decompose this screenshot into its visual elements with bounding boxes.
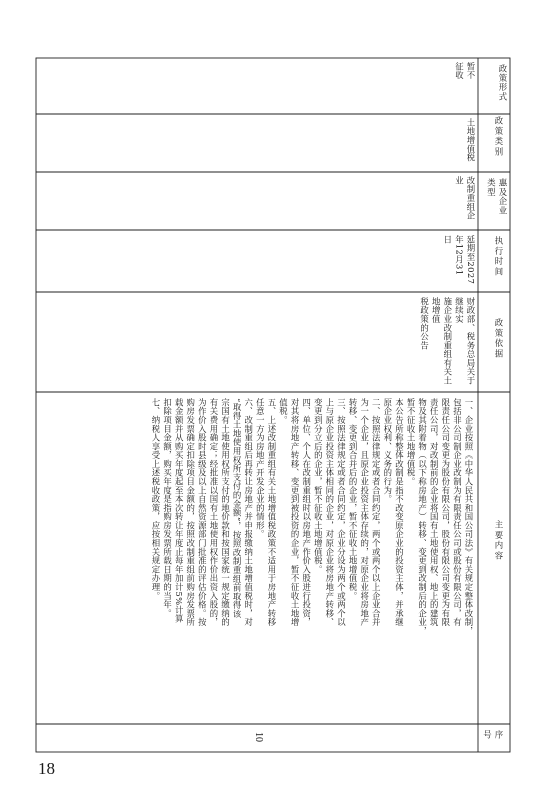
header-period: 执行时间 bbox=[494, 236, 504, 278]
content-line: 上与原企业投资主体相同的企业，对原企业将房地产转移、 bbox=[324, 398, 335, 627]
form-line: 征收 bbox=[454, 62, 465, 80]
content-line: 为一个企业，且原企业投资主体存续的，对原企业将房地产 bbox=[359, 398, 370, 627]
enterprise-type-line: 改制重组企 bbox=[466, 176, 476, 220]
content-line: 载金额并从购买年度起至本次转让年度止每年加计5%计算 bbox=[174, 398, 185, 624]
content-line: 二、按照法律规定或者合同约定，两个或两个以上企业合并 bbox=[371, 398, 382, 627]
period-line: 年12月31 bbox=[454, 235, 465, 276]
row-number: 10 bbox=[253, 732, 264, 742]
content-line: 包括非公司制企业改制为有限责任公司或股份有限公司，有 bbox=[452, 398, 463, 627]
content-line: 四、单位、个人在改制重组时以房地产作价入股进行投资， bbox=[301, 398, 312, 627]
content-line: 一、企业按照《中华人民共和国公司法》有关规定整体改制， bbox=[464, 398, 474, 636]
content-line: 有关费用确定；经批准以国有土地使用权作价出资入股的， bbox=[208, 398, 219, 627]
category-cell: 土地增值税 bbox=[466, 118, 476, 162]
content-line: 宗国有土地使用权所支付的地价款和按国家统一规定缴纳的 bbox=[220, 398, 231, 627]
period-line: 延期至2027 bbox=[466, 235, 476, 285]
header-form: 政策形式 bbox=[498, 64, 508, 102]
content-line: 购房发票确定扣除项目金额的，按照改制重组前购房发票所 bbox=[185, 398, 196, 627]
header-content: 主要内容 bbox=[494, 520, 504, 562]
header-seq: 序号 bbox=[482, 730, 504, 741]
content-line: 任意一方为房地产开发企业的情形。 bbox=[255, 398, 266, 539]
content-line: “取得土地使用权所支付的金额”，按照改制重组前取得该 bbox=[232, 398, 243, 619]
basis-cell bbox=[419, 297, 476, 389]
content-line: 本公告所称整体改制是指不改变原企业的投资主体，并承继 bbox=[394, 398, 405, 627]
content-line: 变更到分立后的企业，暂不征收土地增值税。 bbox=[313, 398, 324, 574]
content-line: 暂不征收土地增值税。 bbox=[406, 398, 417, 486]
period-cell bbox=[436, 235, 476, 290]
basis-line: 财政部、税务总局关于继续实 bbox=[454, 297, 476, 385]
content-line: 限责任公司变更为股份有限公司，股份有限公司变更为有限 bbox=[440, 398, 451, 627]
content-line: 六、改制重组后再转让房地产并申报缴纳土地增值税时，对 bbox=[243, 398, 254, 627]
period-line: 日 bbox=[442, 235, 453, 244]
content-line: 转移、变更到合并后的企业，暂不征收土地增值税。 bbox=[348, 398, 359, 601]
header-enterprise-type: 惠及企业类型 bbox=[486, 178, 508, 216]
basis-line: 税政策的公告 bbox=[419, 297, 430, 350]
enterprise-type-cell bbox=[450, 176, 476, 228]
header-basis: 政策依据 bbox=[494, 318, 504, 360]
enterprise-type-line: 业 bbox=[454, 176, 465, 185]
content-line: 值税。 bbox=[278, 398, 289, 425]
header-category: 政策类别 bbox=[494, 116, 504, 158]
content-line: 扣除项目金额，购买年度是指购房发票所载日期的当年。 bbox=[162, 398, 173, 618]
content-line: 对其将房地产转移、变更到被投资的企业，暂不征收土地增 bbox=[290, 398, 301, 627]
content-line: 责任公司，对改制前的企业将国有土地使用权、地上的建筑 bbox=[429, 398, 440, 627]
form-line: 暂不 bbox=[466, 62, 476, 80]
content-line: 为作价入股时县级及以上自然资源部门批准的评估价格。按 bbox=[197, 398, 208, 627]
content-line: 物及其附着物（以下称房地产）转移、变更到改制后的企业， bbox=[417, 398, 428, 636]
page-number: 18 bbox=[38, 759, 55, 778]
content-line: 原企业权利、义务的行为。 bbox=[382, 398, 393, 504]
content-line: 五、上述改制重组有关土地增值税政策不适用于房地产转移 bbox=[266, 398, 277, 627]
form-cell bbox=[450, 62, 476, 112]
content-line: 三、按照法律规定或者合同约定，企业分设为两个或两个以 bbox=[336, 398, 347, 627]
basis-line: 施企业改制重组有关土地增值 bbox=[431, 297, 453, 385]
content-cell bbox=[127, 398, 474, 720]
content-line: 七、纳税人享受上述税收政策，应按相关规定办理。 bbox=[150, 398, 161, 601]
